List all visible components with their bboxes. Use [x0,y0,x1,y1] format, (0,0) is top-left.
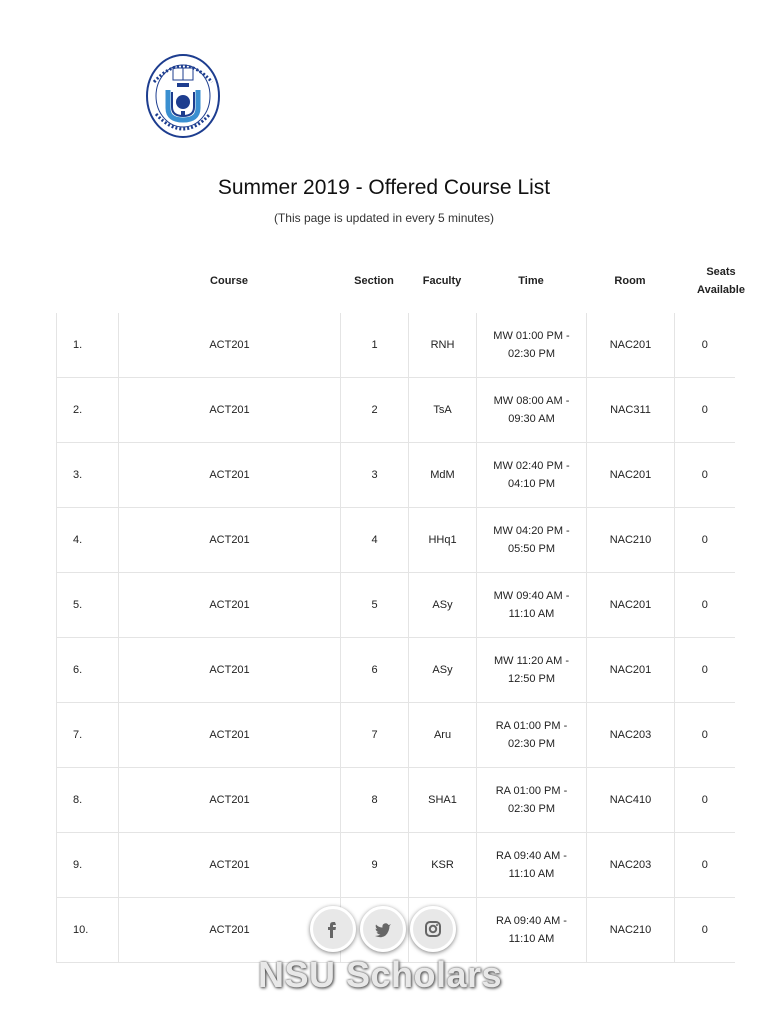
cell-course: ACT201 [119,378,341,443]
cell-faculty: TsA [409,378,477,443]
time-line-start: MW 01:00 PM - [493,330,570,342]
cell-seats-available: 0 [675,573,735,638]
university-logo [144,52,222,140]
watermark [250,900,510,1000]
table-row [57,573,735,638]
time-line-end: 02:30 PM [507,348,556,360]
cell-faculty: RNH [409,313,477,378]
cell-section: 2 [341,378,409,443]
cell-seats-available: 0 [675,898,735,963]
cell-seats-available: 0 [675,508,735,573]
cell-time [477,768,587,833]
cell-faculty: Aru [409,703,477,768]
cell-time [477,443,587,508]
cell-seats-available: 0 [675,313,735,378]
header-faculty: Faculty [422,275,462,287]
cell-seats-available: 0 [675,638,735,703]
cell-section: 7 [341,703,409,768]
cell-time [477,508,587,573]
course-table [56,313,735,963]
cell-row-number: 9. [57,833,119,898]
cell-course: ACT201 [119,898,341,963]
time-line-start: RA 01:00 PM - [495,720,568,732]
cell-time [477,573,587,638]
table-row [57,443,735,508]
cell-room: NAC201 [587,638,675,703]
cell-room: NAC210 [587,508,675,573]
page-subtitle: (This page is updated in every 5 minutes) [273,211,495,225]
cell-room: NAC201 [587,573,675,638]
cell-faculty: MdM [409,443,477,508]
cell-section: 4 [341,508,409,573]
table-row [57,638,735,703]
cell-seats-available: 0 [675,768,735,833]
cell-row-number: 3. [57,443,119,508]
cell-faculty: HHq1 [409,508,477,573]
cell-time [477,833,587,898]
time-line-end: 04:10 PM [507,478,556,490]
table-row [57,508,735,573]
cell-room: NAC203 [587,833,675,898]
cell-section: 6 [341,638,409,703]
table-row [57,833,735,898]
cell-section: 5 [341,573,409,638]
cell-course: ACT201 [119,768,341,833]
time-line-start: RA 09:40 AM - [496,850,567,862]
cell-section: 3 [341,443,409,508]
cell-seats-available: 0 [675,703,735,768]
cell-row-number: 2. [57,378,119,443]
cell-seats-available: 0 [675,378,735,443]
cell-time [477,313,587,378]
twitter-icon [360,906,406,952]
time-line-end: 05:50 PM [507,543,556,555]
time-line-start: MW 09:40 AM - [493,590,570,602]
table-row [57,703,735,768]
cell-room: NAC410 [587,768,675,833]
time-line-end: 12:50 PM [507,673,556,685]
cell-seats-available: 0 [675,443,735,508]
cell-course: ACT201 [119,638,341,703]
header-course: Course [210,275,248,287]
header-seats-available [674,258,768,304]
cell-seats-available: 0 [675,833,735,898]
time-line-end: 09:30 AM [508,413,555,425]
time-line-end: 11:10 AM [508,933,555,945]
cell-course: ACT201 [119,508,341,573]
time-line-start: MW 11:20 AM - [494,655,569,667]
table-row [57,313,735,378]
table-row [57,378,735,443]
cell-faculty: ASy [409,573,477,638]
table-header [0,258,768,304]
cell-room: NAC210 [587,898,675,963]
cell-row-number: 10. [57,898,119,963]
time-line-start: RA 09:40 AM - [496,915,567,927]
cell-course: ACT201 [119,573,341,638]
time-line-end: 02:30 PM [507,803,556,815]
cell-course: ACT201 [119,313,341,378]
page-title: Summer 2019 - Offered Course List [217,176,551,199]
table-row [57,768,735,833]
cell-time [477,703,587,768]
instagram-icon [410,906,456,952]
watermark-brand: NSU Scholars [257,954,503,995]
header-seats-line1: Seats [706,266,736,278]
cell-row-number: 8. [57,768,119,833]
cell-row-number: 4. [57,508,119,573]
header-seats-line2: Available [697,284,745,296]
time-line-end: 11:10 AM [508,868,555,880]
header-time: Time [518,275,544,287]
cell-section: 8 [341,768,409,833]
time-line-end: 02:30 PM [507,738,556,750]
cell-row-number: 1. [57,313,119,378]
cell-row-number: 7. [57,703,119,768]
cell-section: 1 [341,313,409,378]
facebook-icon [310,906,356,952]
cell-room: NAC201 [587,313,675,378]
time-line-start: MW 08:00 AM - [493,395,570,407]
cell-faculty: SHA1 [409,768,477,833]
cell-row-number: 5. [57,573,119,638]
cell-room: NAC203 [587,703,675,768]
header-room: Room [614,275,646,287]
header-section: Section [354,275,394,287]
cell-section: 9 [341,833,409,898]
cell-row-number: 6. [57,638,119,703]
cell-time [477,378,587,443]
time-line-end: 11:10 AM [508,608,555,620]
time-line-start: MW 02:40 PM - [493,460,570,472]
cell-course: ACT201 [119,443,341,508]
cell-room: NAC311 [587,378,675,443]
cell-time [477,638,587,703]
cell-course: ACT201 [119,703,341,768]
time-line-start: MW 04:20 PM - [493,525,570,537]
cell-faculty: KSR [409,833,477,898]
cell-faculty: ASy [409,638,477,703]
cell-room: NAC201 [587,443,675,508]
cell-course: ACT201 [119,833,341,898]
time-line-start: RA 01:00 PM - [495,785,568,797]
